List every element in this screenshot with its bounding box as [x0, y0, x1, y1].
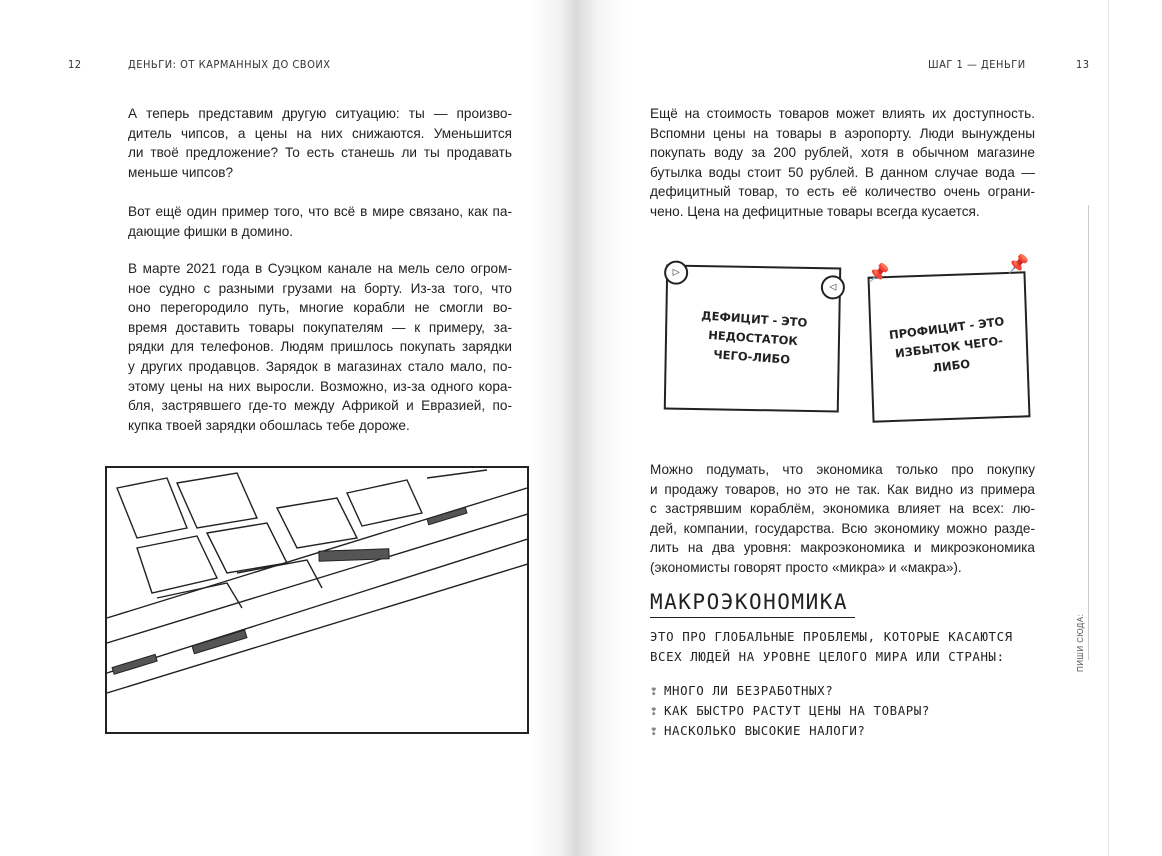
text-line: у других продавцов. Зарядок в магазинах стало мало, по- — [128, 358, 512, 374]
text-line: время доставить товары покупателям — к примеру, за- — [128, 319, 512, 335]
text-line: меньше чипсов? — [128, 164, 234, 180]
sticky-note-deficit: ▷ ◁ ДЕФИЦИТ - ЭТО НЕДОСТАТОК ЧЕГО-ЛИБО — [664, 264, 842, 412]
paragraph — [650, 460, 1035, 578]
bullet-item: ❢ МНОГО ЛИ БЕЗРАБОТНЫХ? — [650, 683, 834, 698]
bullet-icon: ❢ — [650, 683, 659, 698]
magnet-icon: ◁ — [821, 275, 845, 299]
text-line: дающие фишки в домино. — [128, 223, 294, 239]
pushpin-icon: 📌 — [1006, 254, 1030, 276]
running-head: ДЕНЬГИ: ОТ КАРМАННЫХ ДО СВОИХ — [128, 58, 331, 71]
text-line: купка твоей зарядки обошлась тебе дороже. — [128, 417, 410, 433]
text-line: Вспомни цены на товары в аэропорту. Люди вынуждены — [650, 125, 1035, 141]
running-head: ШАГ 1 — ДЕНЬГИ — [928, 58, 1026, 71]
sticky-note-surplus: 📌 📌 ПРОФИЦИТ - ЭТО ИЗБЫТОК ЧЕГО-ЛИБО — [868, 271, 1031, 422]
text-line: В марте 2021 года в Суэцком канале на мель село огром- — [128, 261, 512, 276]
text-line: бля, застрявшего где-то между Африкой и Евразией, по- — [128, 398, 512, 414]
text-line: Вот ещё один пример того, что всё в мире связано, как па- — [128, 204, 512, 219]
text-line: этому цены на них выросли. Возможно, из-за одного кора- — [128, 378, 512, 394]
text-line: ли твоё предложение? То есть станешь ли ты продавать — [128, 145, 512, 161]
bullet-icon: ❢ — [650, 723, 659, 738]
section-heading: МАКРОЭКОНОМИКА — [650, 590, 855, 618]
text-line: оно перегородило путь, многие корабли не смогли во- — [128, 300, 512, 316]
text-line: дефицитный товар, то есть её количество очень ограни- — [650, 184, 1035, 200]
subheading-line: ЭТО ПРО ГЛОБАЛЬНЫЕ ПРОБЛЕМЫ, КОТОРЫЕ КАСАЮТСЯ — [650, 629, 1013, 644]
page-number: 13 — [1076, 58, 1090, 71]
text-line: А теперь представим другую ситуацию: ты — произво- — [128, 106, 512, 121]
text-line: бутылка воды стоит 50 рублей. В данном случае вода — — [650, 164, 1035, 180]
bullet-item: ❢ КАК БЫСТРО РАСТУТ ЦЕНЫ НА ТОВАРЫ? — [650, 703, 930, 718]
side-note: ПИШИ СЮДА: — [1076, 613, 1085, 672]
text-line: Можно подумать, что экономика только про покупку — [650, 462, 1035, 477]
paragraph — [128, 259, 512, 435]
paragraph — [128, 202, 512, 241]
left-page — [0, 0, 578, 856]
text-line: лить на два уровня: макроэкономика и микроэкономика — [650, 540, 1035, 556]
writing-line — [1088, 205, 1089, 660]
text-line: чено. Цена на дефицитные товары всегда кусается. — [650, 203, 980, 219]
magnet-icon: ▷ — [664, 260, 688, 284]
paragraph — [128, 104, 512, 182]
page-number: 12 — [68, 58, 82, 71]
text-line: покупать воду за 200 рублей, хотя в обычном магазине — [650, 145, 1035, 161]
text-line: с застрявшим кораблём, экономика влияет на всех: лю- — [650, 501, 1035, 517]
bullet-icon: ❢ — [650, 703, 659, 718]
text-line: Ещё на стоимость товаров может влиять их доступность. — [650, 106, 1035, 121]
text-line: дей, компании, государства. Всю экономику можно разде- — [650, 520, 1035, 536]
text-line: и продажу товаров, но это не так. Как видно из примера — [650, 481, 1035, 497]
suez-canal-illustration — [105, 466, 529, 734]
text-line: ное судно с разными грузами на борту. Из-за того, что — [128, 280, 512, 296]
text-line: (экономисты говорят просто «микра» и «макра»). — [650, 559, 962, 575]
bullet-item: ❢ НАСКОЛЬКО ВЫСОКИЕ НАЛОГИ? — [650, 723, 866, 738]
pushpin-icon: 📌 — [867, 263, 891, 285]
text-line: рядки для телефонов. Людям пришлось покупать зарядки — [128, 339, 512, 355]
subheading-line: ВСЕХ ЛЮДЕЙ НА УРОВНЕ ЦЕЛОГО МИРА ИЛИ СТРАНЫ: — [650, 649, 1005, 664]
paragraph — [650, 104, 1035, 222]
text-line: дитель чипсов, а цены на них снижаются. Уменьшится — [128, 125, 512, 141]
